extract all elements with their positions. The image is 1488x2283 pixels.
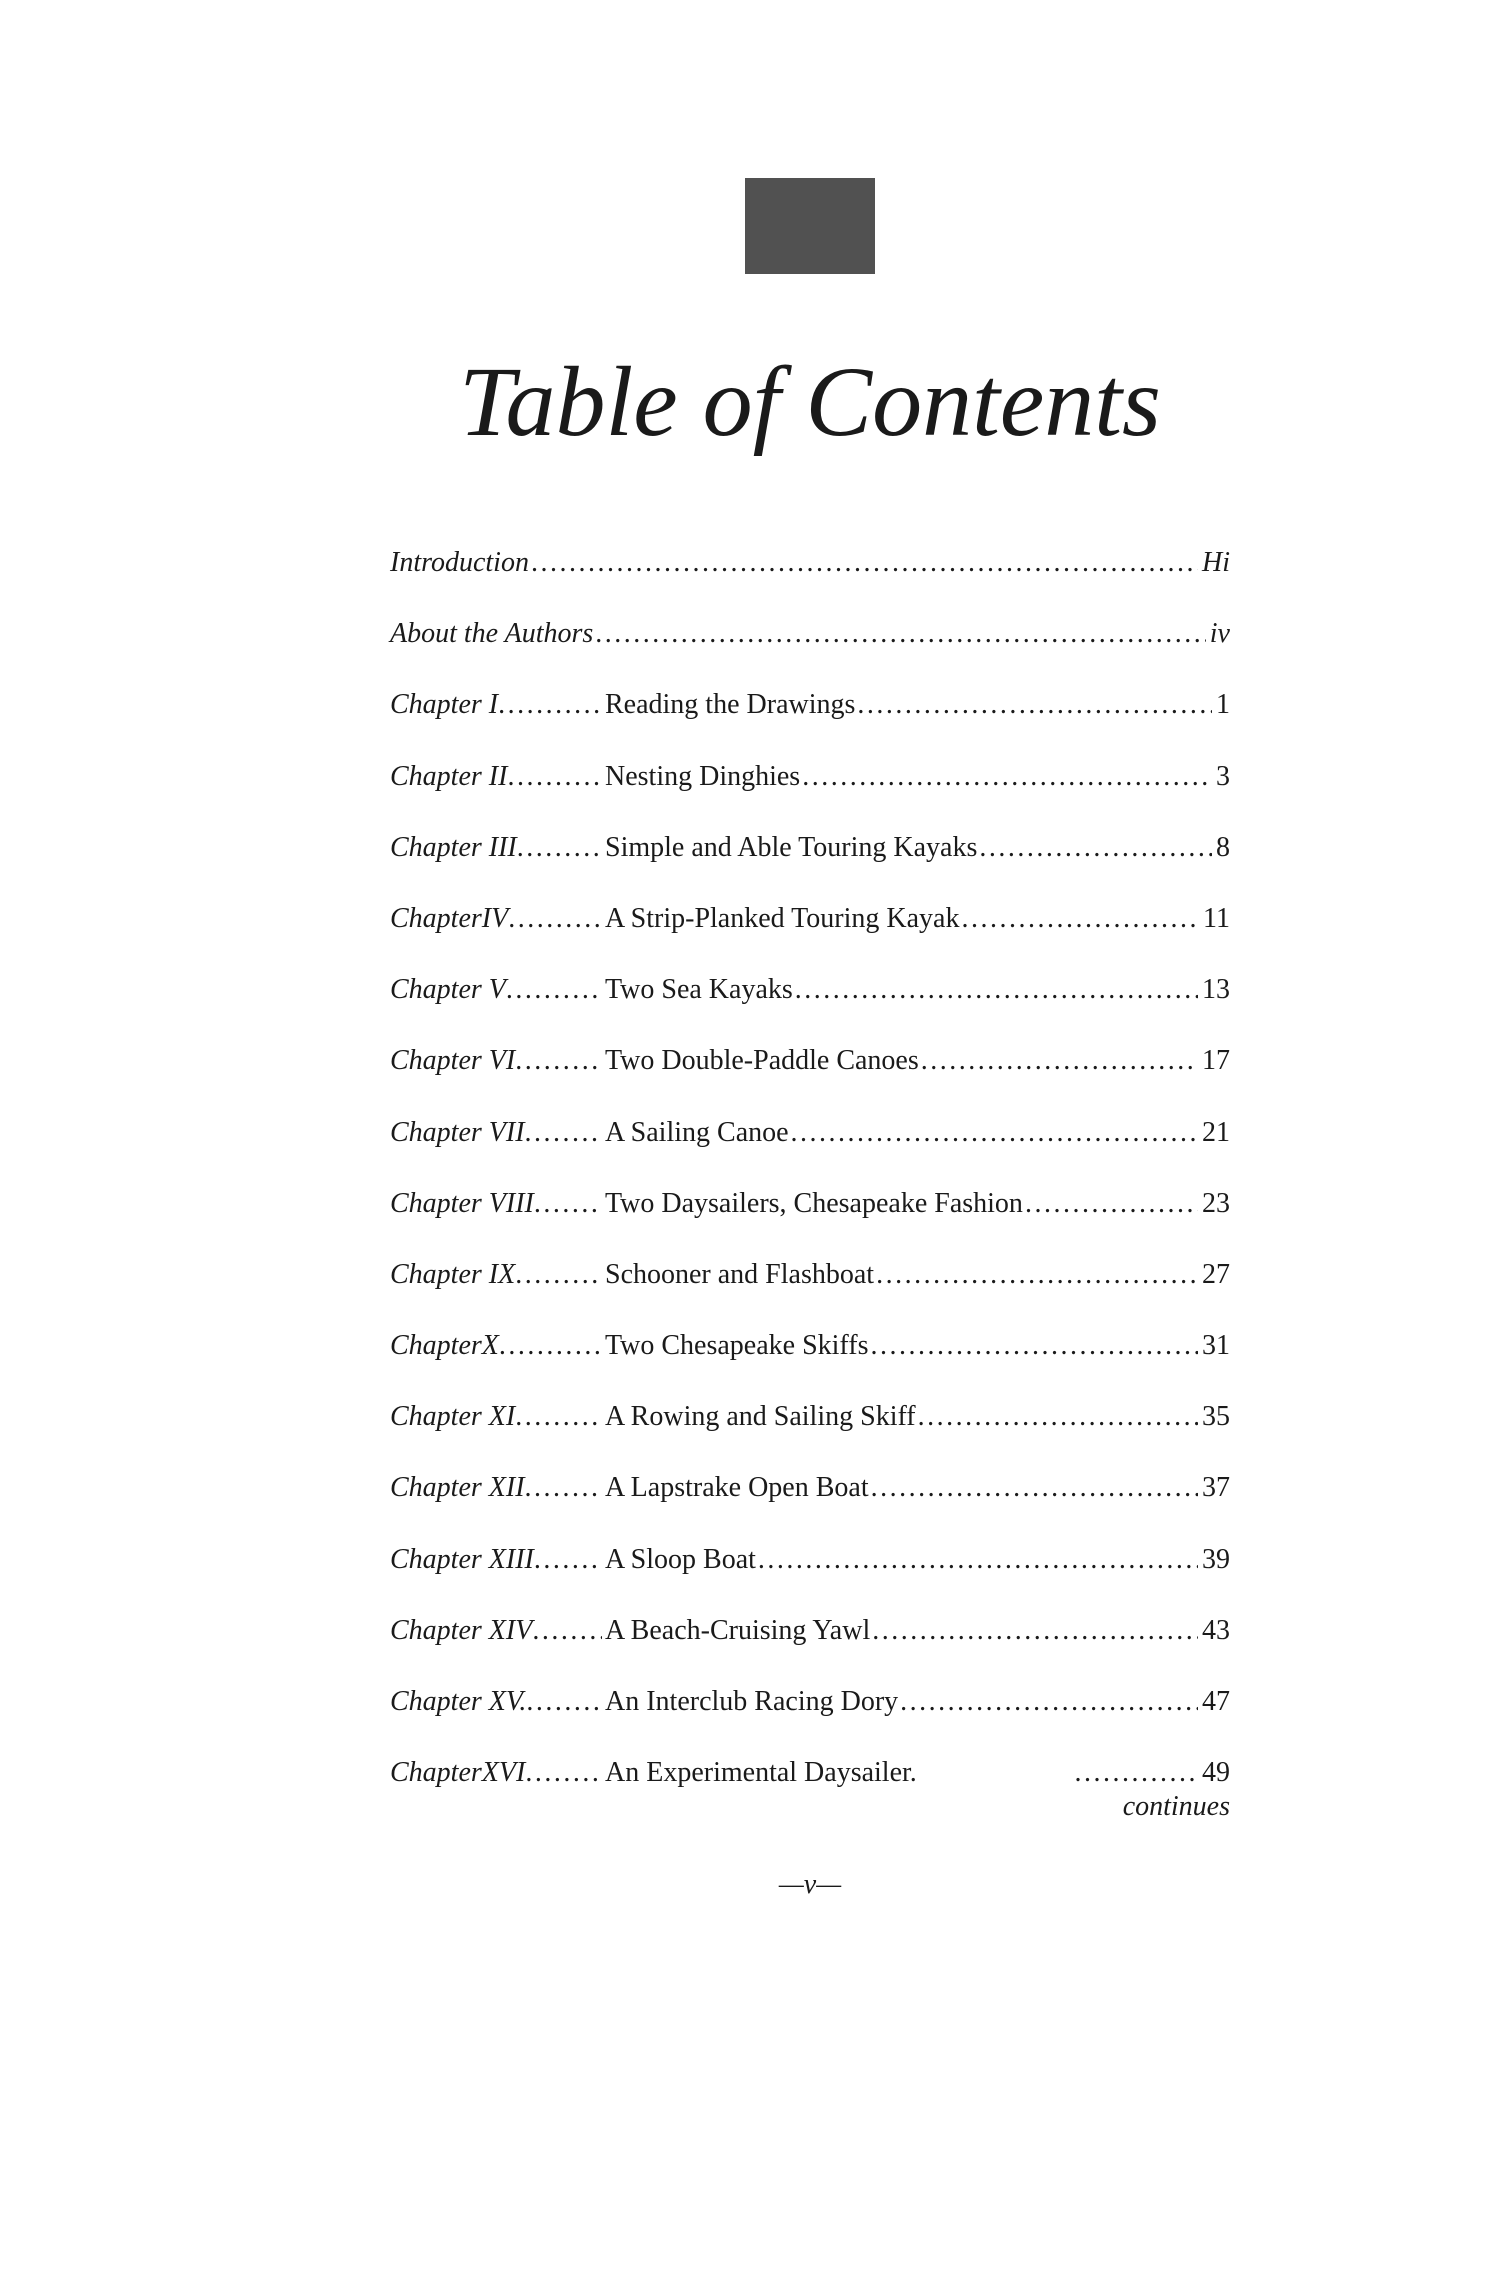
entry-page-number: 1 xyxy=(1216,689,1230,721)
chapter-label-column xyxy=(390,1472,602,1504)
toc-entry xyxy=(390,761,1230,793)
dot-leader xyxy=(802,761,1212,793)
entry-title: An Interclub Racing Dory xyxy=(605,1686,899,1717)
entry-page-number: iv xyxy=(1209,618,1230,650)
entry-page-number: 17 xyxy=(1202,1045,1230,1077)
entry-page-number: Hi xyxy=(1202,547,1230,578)
dot-leader xyxy=(525,1117,602,1149)
dot-leader xyxy=(531,547,1198,579)
entry-label: Chapter IX xyxy=(390,1258,516,1290)
toc-entry xyxy=(390,1045,1230,1077)
entry-title: A Sloop Boat xyxy=(605,1543,756,1575)
dot-leader xyxy=(508,903,602,935)
entry-label: Chapter XIII xyxy=(390,1543,534,1575)
dot-leader xyxy=(498,689,602,721)
dot-leader xyxy=(795,974,1198,1006)
dot-leader xyxy=(1025,1188,1198,1220)
toc-entry xyxy=(390,618,1230,650)
entry-title: Reading the Drawings xyxy=(605,689,856,721)
entry-label: Chapter III xyxy=(390,831,517,863)
toc-entry xyxy=(390,832,1230,864)
chapter-label-column xyxy=(390,1259,602,1291)
chapter-label-column xyxy=(390,689,602,721)
continues-note: continues xyxy=(1122,1791,1230,1823)
dot-leader xyxy=(900,1686,1198,1718)
entry-title: Two Double-Paddle Canoes xyxy=(605,1045,919,1077)
entry-title: A Sailing Canoe xyxy=(605,1116,789,1148)
entry-page-number: 13 xyxy=(1202,974,1230,1006)
dot-leader xyxy=(532,1615,602,1647)
toc-entry xyxy=(390,1330,1230,1362)
dot-leader xyxy=(872,1615,1198,1647)
entry-page-number: 39 xyxy=(1202,1543,1230,1575)
entry-page-number: 23 xyxy=(1202,1187,1230,1219)
entry-label: Chapter XII xyxy=(390,1472,525,1504)
entry-page-number: 43 xyxy=(1202,1614,1230,1646)
chapter-label-column xyxy=(390,1188,602,1220)
chapter-label-column xyxy=(390,1686,602,1718)
toc-entry xyxy=(390,689,1230,721)
entry-title: A Beach-Cruising Yawl xyxy=(605,1614,871,1646)
chapter-label-column xyxy=(390,1615,602,1647)
entry-page-number: 11 xyxy=(1203,902,1230,934)
entry-title: A Rowing and Sailing Skiff xyxy=(605,1401,916,1433)
entry-page-number: 8 xyxy=(1216,831,1230,863)
entry-page-number: 47 xyxy=(1202,1686,1230,1717)
entry-label: About the Authors xyxy=(390,618,594,650)
toc-list xyxy=(390,547,1230,1789)
entry-label: Chapter XIV xyxy=(390,1614,533,1646)
entry-page-number: 37 xyxy=(1202,1472,1230,1504)
entry-title: Nesting Dinghies xyxy=(605,760,801,792)
dot-leader xyxy=(534,1188,602,1220)
entry-label: Introduction xyxy=(390,547,529,578)
entry-label: Chapter VIII xyxy=(390,1187,534,1219)
dot-leader xyxy=(871,1472,1198,1504)
toc-entry xyxy=(390,1472,1230,1504)
entry-label: ChapterX xyxy=(390,1330,499,1362)
dot-leader xyxy=(499,1330,602,1362)
entry-title: A Lapstrake Open Boat xyxy=(605,1472,869,1504)
entry-page-number: 35 xyxy=(1202,1401,1230,1433)
toc-entry xyxy=(390,1686,1230,1718)
entry-title: Two Chesapeake Skiffs xyxy=(605,1330,869,1362)
dot-leader xyxy=(791,1117,1198,1149)
dot-leader xyxy=(961,903,1199,935)
entry-label: ChapterXVI xyxy=(390,1757,526,1789)
dot-leader xyxy=(506,974,602,1006)
entry-page-number: 27 xyxy=(1202,1258,1230,1290)
dot-leader xyxy=(534,1544,602,1576)
entry-label: ChapterIV xyxy=(390,902,509,934)
dot-leader xyxy=(857,689,1212,721)
publisher-logo-image xyxy=(745,178,875,274)
toc-entry xyxy=(390,1757,1230,1789)
entry-label: Chapter II xyxy=(390,760,508,792)
toc-entry xyxy=(390,1401,1230,1433)
entry-label: Chapter V xyxy=(390,974,506,1006)
dot-leader xyxy=(918,1401,1198,1433)
dot-leader xyxy=(507,761,602,793)
entry-label: Chapter VII xyxy=(390,1116,525,1148)
chapter-label-column xyxy=(390,1401,602,1433)
toc-entry xyxy=(390,547,1230,579)
entry-title: An Experimental Daysailer. xyxy=(605,1757,917,1789)
entry-title: A Strip-Planked Touring Kayak xyxy=(605,902,960,934)
chapter-label-column xyxy=(390,832,602,864)
dot-leader xyxy=(525,1472,602,1504)
dot-leader xyxy=(515,1401,602,1433)
toc-entry xyxy=(390,1188,1230,1220)
toc-entry xyxy=(390,1117,1230,1149)
chapter-label-column xyxy=(390,974,602,1006)
entry-label: Chapter XI xyxy=(390,1401,516,1433)
entry-title: Two Sea Kayaks xyxy=(605,974,793,1006)
dot-leader xyxy=(758,1544,1198,1576)
entry-title: Simple and Able Touring Kayaks xyxy=(605,831,978,863)
toc-entry xyxy=(390,1259,1230,1291)
dot-leader xyxy=(515,1259,602,1291)
chapter-label-column xyxy=(390,761,602,793)
page-content-column xyxy=(390,178,1230,1901)
dot-leader xyxy=(517,832,602,864)
dot-leader xyxy=(595,618,1206,650)
entry-label: Chapter I xyxy=(390,689,499,721)
chapter-label-column xyxy=(390,1117,602,1149)
dot-leader xyxy=(921,1045,1198,1077)
toc-entry xyxy=(390,903,1230,935)
chapter-label-column xyxy=(390,1330,602,1362)
dot-leader xyxy=(525,1757,602,1789)
entry-title: Two Daysailers, Chesapeake Fashion xyxy=(605,1187,1023,1219)
dot-leader xyxy=(515,1045,602,1077)
dot-leader xyxy=(526,1686,602,1718)
dot-leader xyxy=(870,1330,1198,1362)
toc-entry xyxy=(390,1544,1230,1576)
toc-entry xyxy=(390,974,1230,1006)
chapter-label-column xyxy=(390,903,602,935)
toc-page xyxy=(0,178,1488,2283)
entry-page-number: 21 xyxy=(1202,1116,1230,1148)
chapter-label-column xyxy=(390,1045,602,1077)
dot-leader xyxy=(979,832,1212,864)
entry-label: Chapter VI xyxy=(390,1045,516,1077)
entry-title: Schooner and Flashboat xyxy=(605,1258,875,1290)
entry-label: Chapter XV. xyxy=(390,1686,527,1717)
dot-leader xyxy=(876,1259,1198,1291)
page-number-footer: —v— xyxy=(778,1869,842,1901)
entry-page-number: 49 xyxy=(1202,1757,1230,1789)
dot-leader xyxy=(919,1757,1198,1789)
toc-entry xyxy=(390,1615,1230,1647)
chapter-label-column xyxy=(390,1757,602,1789)
chapter-label-column xyxy=(390,1544,602,1576)
entry-page-number: 31 xyxy=(1202,1330,1230,1362)
entry-page-number: 3 xyxy=(1216,760,1230,792)
page-title: Table of Contents xyxy=(459,346,1161,457)
